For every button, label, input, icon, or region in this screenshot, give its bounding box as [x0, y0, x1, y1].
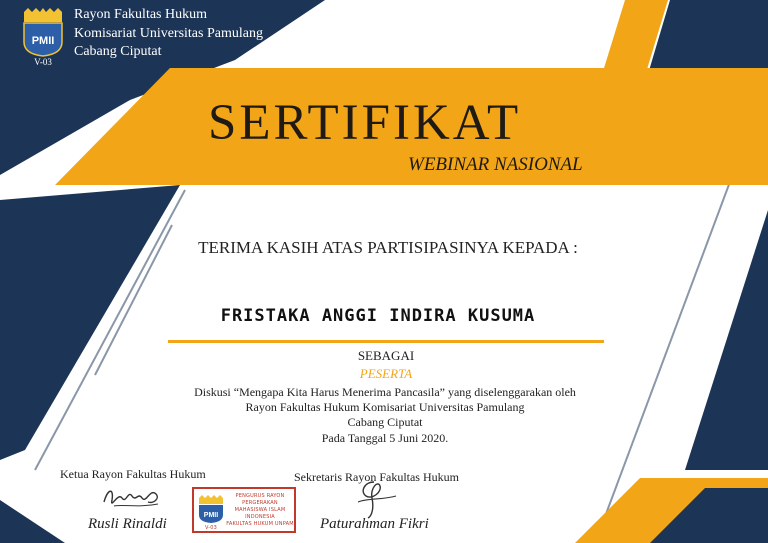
stamp-text-line: PERGERAKAN	[242, 500, 278, 506]
svg-text:V-03: V-03	[34, 57, 52, 66]
right-navy-shard	[685, 210, 768, 470]
date-line: Pada Tanggal 5 Juni 2020.	[321, 431, 449, 445]
recipient-underline	[168, 340, 604, 343]
chairman-name: Rusli Rinaldi	[88, 516, 167, 532]
recipient-name: FRISTAKA ANGGI INDIRA KUSUMA	[220, 306, 536, 326]
organizer-line: Rayon Fakultas Hukum Komisariat Universitas Pamulang	[245, 400, 525, 414]
stamp-text-line: PENGURUS RAYON	[235, 493, 285, 499]
participant-role: PESERTA	[359, 366, 413, 381]
stamp-text-line: FAKULTAS HUKUM UNPAM	[226, 521, 294, 527]
svg-text:PMII: PMII	[31, 35, 55, 47]
stamp-text-line: INDONESIA	[245, 514, 275, 520]
svg-text:PMII: PMII	[203, 512, 219, 519]
secretary-signature-icon	[352, 478, 402, 520]
stamp-text-line: MAHASISWA ISLAM	[234, 507, 286, 513]
pmii-logo	[22, 8, 64, 66]
bottom-left-navy	[0, 500, 65, 543]
org-name-line-3: Cabang Ciputat	[74, 44, 162, 59]
stamp-logo-icon	[198, 495, 224, 525]
org-name-line-1: Rayon Fakultas Hukum	[74, 7, 207, 22]
secretary-title: Sekretaris Rayon Fakultas Hukum	[294, 470, 459, 484]
certificate-subtitle: WEBINAR NASIONAL	[408, 154, 583, 175]
branch-line: Cabang Ciputat	[347, 415, 423, 429]
stamp-code: V-03	[204, 525, 218, 531]
secretary-name: Paturahman Fikri	[320, 516, 429, 532]
certificate-title: SERTIFIKAT	[208, 95, 522, 151]
org-name-line-2: Komisariat Universitas Pamulang	[74, 26, 263, 41]
chairman-title: Ketua Rayon Fakultas Hukum	[60, 467, 206, 481]
organization-stamp	[192, 487, 296, 533]
as-label: SEBAGAI	[357, 348, 415, 363]
thanks-line: TERIMA KASIH ATAS PARTISIPASINYA KEPADA :	[198, 238, 578, 257]
chairman-signature-icon	[100, 482, 164, 514]
event-description-line: Diskusi “Mengapa Kita Harus Menerima Pancasila” yang diselenggarakan oleh	[194, 385, 576, 399]
